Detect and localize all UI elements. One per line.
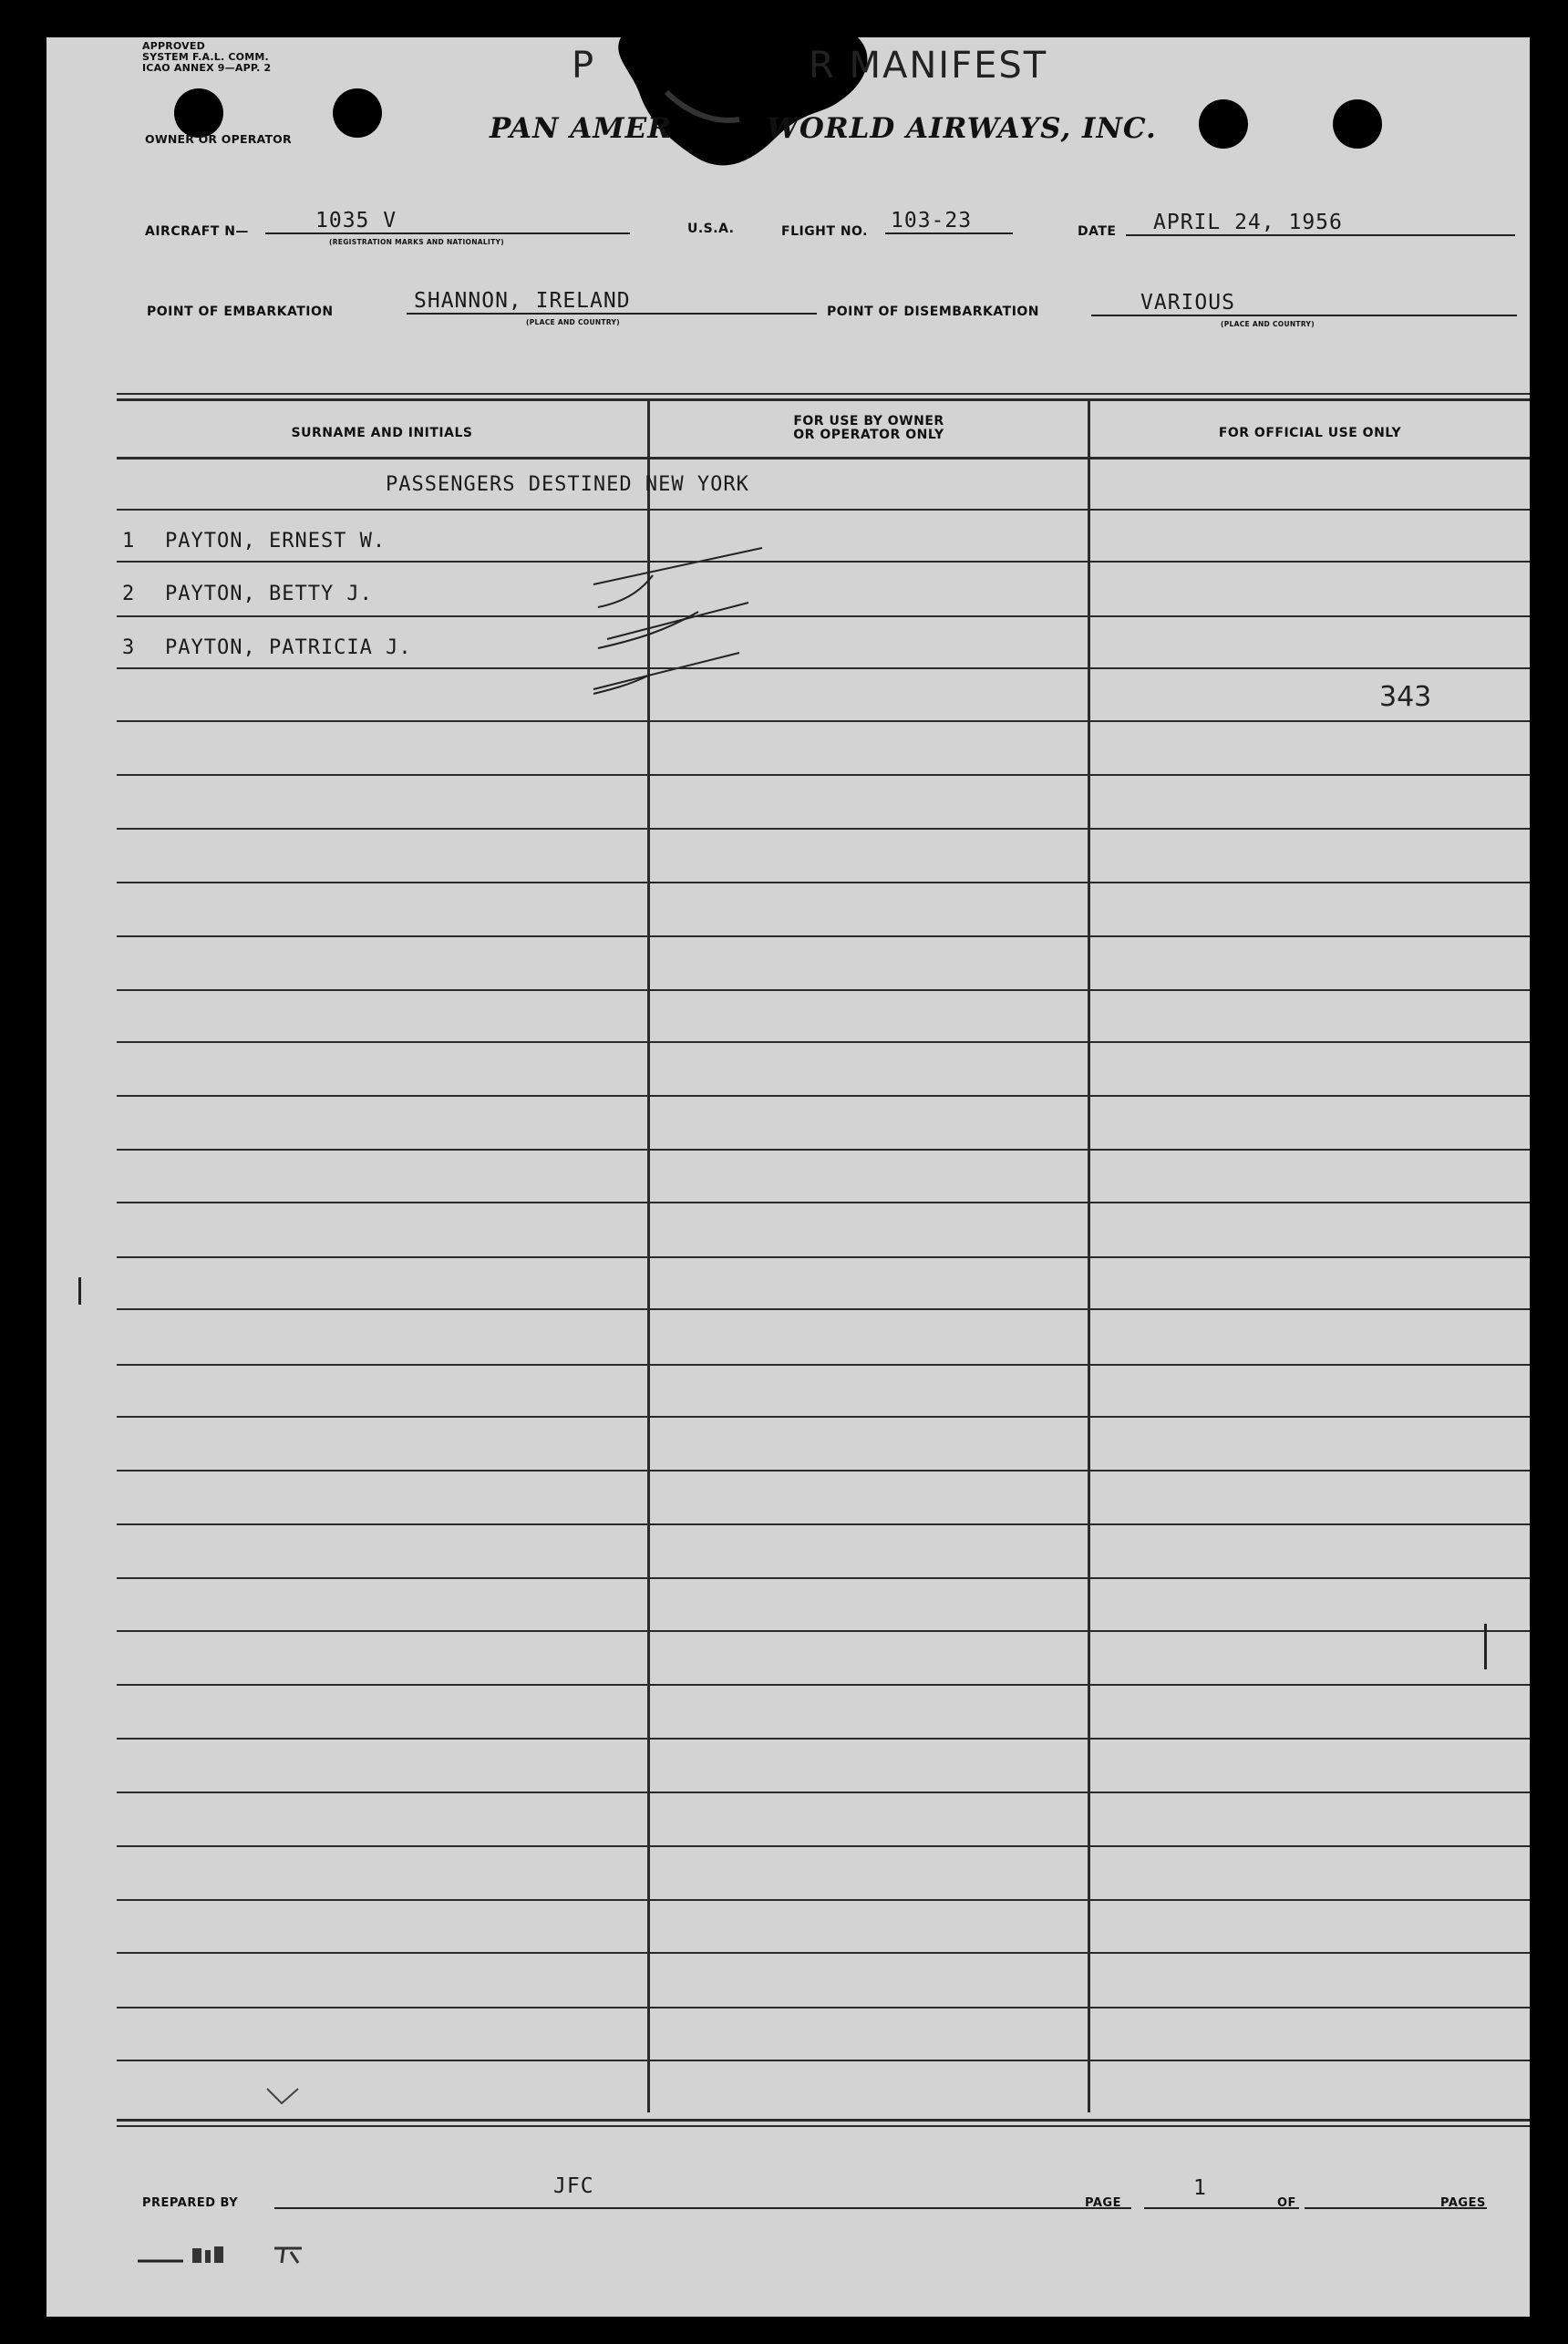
row-rule (117, 1845, 1530, 1847)
row-rule (117, 509, 1530, 511)
punch-hole (174, 88, 223, 138)
date-value: APRIL 24, 1956 (1153, 211, 1343, 234)
manifest-sheet (46, 37, 1530, 2317)
company-name-left: PAN AMER (490, 112, 672, 145)
embarkation-underline (407, 313, 817, 315)
prepared-by-value: JFC (553, 2174, 594, 2198)
of-label: OF (1277, 2196, 1296, 2210)
table-bottom-rule (117, 2119, 1530, 2122)
aircraft-value: 1035 V (315, 209, 397, 232)
column-header-owner-line: OR OPERATOR ONLY (793, 428, 944, 442)
owner-label: OWNER OR OPERATOR (145, 132, 292, 146)
passenger-number: 2 (122, 583, 136, 605)
row-rule (117, 1738, 1530, 1740)
row-rule (117, 828, 1530, 830)
column-header-owner-line: FOR USE BY OWNER (793, 414, 944, 429)
prepared-by-underline (274, 2207, 1131, 2209)
margin-mark (78, 1277, 81, 1305)
disembarkation-sub-label: (PLACE AND COUNTRY) (1221, 320, 1315, 328)
company-name: WORLD AIRWAYS, INC. (767, 112, 1157, 145)
column-header-official: FOR OFFICIAL USE ONLY (1218, 426, 1402, 440)
embarkation-label: POINT OF EMBARKATION (147, 305, 334, 319)
prepared-by-label: PREPARED BY (142, 2196, 239, 2210)
row-rule (117, 1149, 1530, 1151)
row-rule (117, 2007, 1530, 2008)
form-title-left: P (572, 45, 596, 87)
column-divider (1088, 398, 1090, 2112)
row-rule (117, 1308, 1530, 1310)
row-rule (117, 1899, 1530, 1901)
row-rule (117, 989, 1530, 991)
row-rule (117, 774, 1530, 776)
aircraft-label: AIRCRAFT N— (145, 224, 249, 239)
row-rule (117, 1470, 1530, 1471)
table-top-rule (117, 393, 1530, 395)
disembarkation-label: POINT OF DISEMBARKATION (827, 305, 1040, 319)
section-heading: PASSENGERS DESTINED NEW YORK (386, 473, 749, 496)
page-label: PAGE (1085, 2196, 1121, 2210)
row-rule (117, 1684, 1530, 1686)
passenger-name: PAYTON, PATRICIA J. (165, 636, 412, 659)
official-note: 343 (1379, 681, 1432, 713)
pages-label: PAGES (1440, 2196, 1486, 2210)
passenger-number: 1 (122, 530, 136, 552)
approval-line: SYSTEM F.A.L. COMM. (142, 51, 269, 63)
page-underline (1144, 2207, 1299, 2209)
row-rule (117, 720, 1530, 722)
header-bottom-rule (117, 457, 1530, 460)
table-top-rule (117, 398, 1530, 401)
passenger-name: PAYTON, BETTY J. (165, 583, 373, 605)
column-header-owner (650, 415, 1088, 442)
row-rule (117, 1416, 1530, 1418)
row-rule (117, 667, 1530, 669)
aircraft-sub-label: (REGISTRATION MARKS AND NATIONALITY) (329, 238, 504, 246)
tick-marks (584, 502, 767, 703)
disembarkation-value: VARIOUS (1140, 291, 1235, 315)
row-rule (117, 935, 1530, 937)
row-rule (117, 1256, 1530, 1258)
column-header-surname: SURNAME AND INITIALS (291, 426, 473, 440)
punch-hole (333, 88, 382, 138)
row-rule (117, 882, 1530, 883)
row-rule (117, 1792, 1530, 1793)
punch-hole (1333, 99, 1382, 149)
date-underline (1126, 234, 1515, 236)
row-rule (117, 1630, 1530, 1632)
page-value: 1 (1193, 2176, 1207, 2200)
table-bottom-rule (117, 2125, 1530, 2127)
passenger-name: PAYTON, ERNEST W. (165, 530, 387, 552)
row-rule (117, 1202, 1530, 1203)
row-rule (117, 1577, 1530, 1579)
aircraft-underline (265, 232, 630, 234)
row-rule (117, 1095, 1530, 1097)
flight-value: 103-23 (891, 209, 973, 232)
row-rule (117, 1041, 1530, 1043)
flight-underline (885, 232, 1013, 234)
form-number-smudge (138, 2239, 347, 2272)
row-rule (117, 1364, 1530, 1366)
approval-block (142, 41, 271, 74)
punch-hole (1199, 99, 1248, 149)
row-rule (117, 2060, 1530, 2061)
row-rule (117, 1523, 1530, 1525)
date-label: DATE (1078, 224, 1117, 239)
row-rule (117, 1952, 1530, 1954)
disembarkation-underline (1091, 315, 1517, 316)
embarkation-value: SHANNON, IRELAND (414, 289, 631, 313)
form-title: R MANIFEST (809, 45, 1048, 87)
approval-line: APPROVED (142, 40, 205, 52)
usa-label: U.S.A. (687, 222, 735, 236)
flight-label: FLIGHT NO. (781, 224, 868, 239)
embarkation-sub-label: (PLACE AND COUNTRY) (526, 318, 620, 326)
row-rule (117, 615, 1530, 617)
passenger-number: 3 (122, 636, 136, 659)
margin-mark (1484, 1624, 1487, 1669)
check-mark (265, 2085, 302, 2107)
row-rule (117, 561, 1530, 563)
approval-line: ICAO ANNEX 9—APP. 2 (142, 62, 272, 74)
